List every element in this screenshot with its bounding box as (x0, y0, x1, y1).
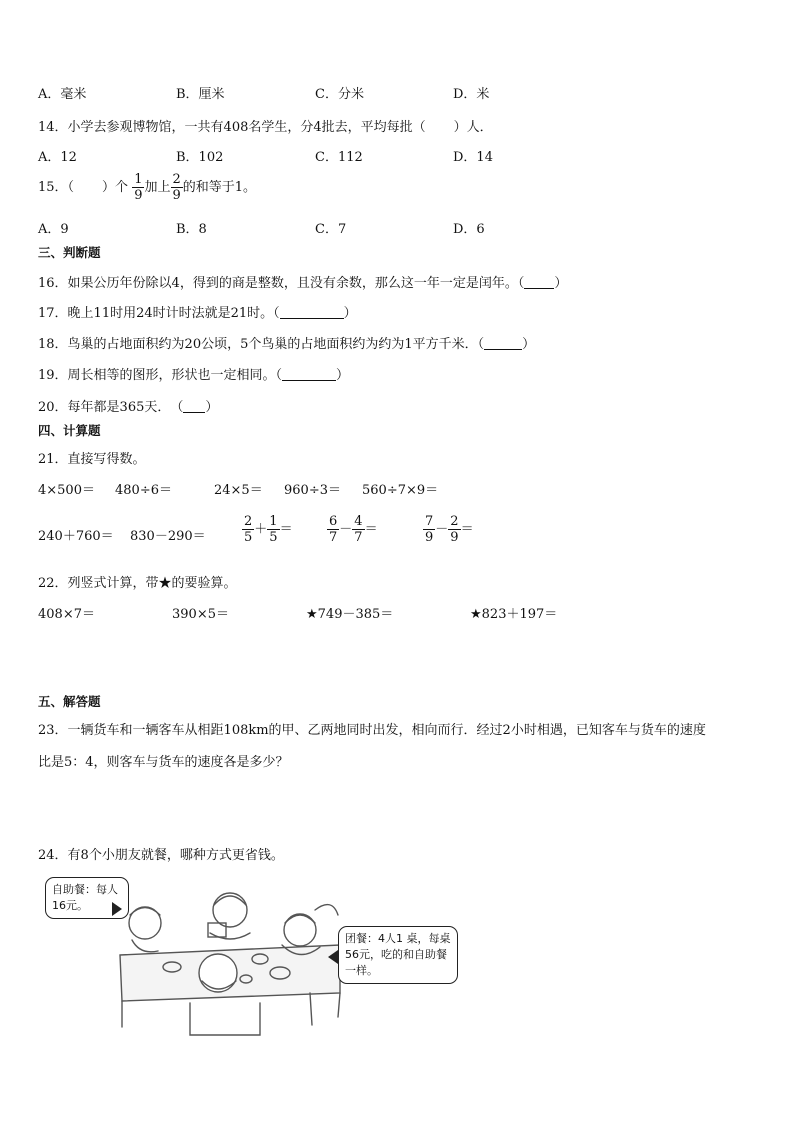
q14-option-b: B．102 (176, 150, 224, 165)
q24-title: 24．有8个小朋友就餐，哪种方式更省钱。 (38, 848, 284, 863)
q21-expr: 24×5＝ (214, 483, 263, 498)
q13-option-a: A．毫米 (38, 87, 87, 102)
judge-item-16: 16．如果公历年份除以4，得到的商是整数，且没有余数，那么这一年一定是闰年。（ ） (38, 276, 568, 291)
q13-option-d: D．米 (453, 87, 490, 102)
q15-suffix: 的和等于1。 (182, 180, 257, 195)
section-4-heading: 四、计算题 (38, 423, 101, 438)
q21-fraction-expr: $\frac{2}{5}$ ＋ $\frac{1}{5}$ ＝ (244, 514, 293, 545)
bubble-tail (112, 902, 122, 916)
q22-item: ★823＋197＝ (470, 607, 558, 622)
q13-option-c: C．分米 (315, 87, 364, 102)
q23-line-2: 比是5：4，则客车与货车的速度各是多少？ (38, 755, 289, 770)
q15-option-d: D．6 (453, 222, 485, 237)
q21-expr: 830－290＝ (130, 529, 206, 544)
q14-stem-before: 14．小学去参观博物馆，一共有408名学生，分4批去，平均每批（ (38, 120, 426, 135)
q15-option-a: A．9 (38, 222, 69, 237)
q22-item: 390×5＝ (172, 607, 229, 622)
judge-item-20: 20．每年都是365天． （ ） (38, 400, 219, 415)
q14-stem-after: ）人． (453, 120, 493, 135)
group-meal-bubble: 团餐：4人1 桌，每桌56元，吃的和自助餐一样。 (338, 926, 458, 984)
q22-item: ★749－385＝ (306, 607, 394, 622)
section-5-heading: 五、解答题 (38, 694, 101, 709)
q15-fraction-1: $\frac{1}{9}$ (134, 172, 143, 203)
self-service-bubble: 自助餐：每人16元。 (45, 877, 129, 919)
q14-stem (38, 116, 493, 135)
q22-item: 408×7＝ (38, 607, 95, 622)
judge-item-18: 18．鸟巢的占地面积约为20公顷，5个鸟巢的占地面积约为约为1平方千米．（ ） (38, 337, 536, 352)
q13-option-b: B．厘米 (176, 87, 225, 102)
q21-expr: 960÷3＝ (284, 483, 341, 498)
q22-title: 22．列竖式计算，带★的要验算。 (38, 576, 237, 591)
q15-option-b: B．8 (176, 222, 207, 237)
q15-between: 加上 (144, 180, 171, 195)
q21-title: 21．直接写得数。 (38, 452, 146, 467)
answer-blank[interactable] (524, 276, 554, 289)
q21-fraction-expr: $\frac{7}{9}$ － $\frac{2}{9}$ ＝ (425, 514, 474, 545)
answer-blank[interactable] (280, 306, 344, 319)
answer-blank[interactable] (484, 337, 522, 350)
q23-line-1: 23．一辆货车和一辆客车从相距108km的甲、乙两地同时出发，相向而行．经过2小时相遇，已知客车与货车的速度 (38, 723, 706, 738)
q15-stem (38, 172, 256, 203)
section-3-heading: 三、判断题 (38, 245, 101, 260)
q15-prefix: 15．（ (38, 180, 75, 195)
answer-blank[interactable] (183, 400, 205, 413)
q14-option-d: D．14 (453, 150, 493, 165)
q14-option-a: A．12 (38, 150, 77, 165)
q15-option-c: C．7 (315, 222, 347, 237)
bubble-tail (328, 950, 338, 964)
judge-item-17: 17．晚上11时用24时计时法就是21时。（ ） (38, 306, 357, 321)
q21-expr: 560÷7×9＝ (362, 483, 439, 498)
q21-expr: 480÷6＝ (115, 483, 172, 498)
q14-option-c: C．112 (315, 150, 363, 165)
q21-expr: 4×500＝ (38, 483, 95, 498)
q21-fraction-expr: $\frac{6}{7}$ － $\frac{4}{7}$ ＝ (329, 514, 378, 545)
q21-expr: 240＋760＝ (38, 529, 114, 544)
answer-blank[interactable] (282, 368, 336, 381)
q15-mid: ）个 (102, 180, 129, 195)
judge-item-19: 19．周长相等的图形，形状也一定相同。（ ） (38, 368, 350, 383)
q15-fraction-2: $\frac{2}{9}$ (172, 172, 181, 203)
